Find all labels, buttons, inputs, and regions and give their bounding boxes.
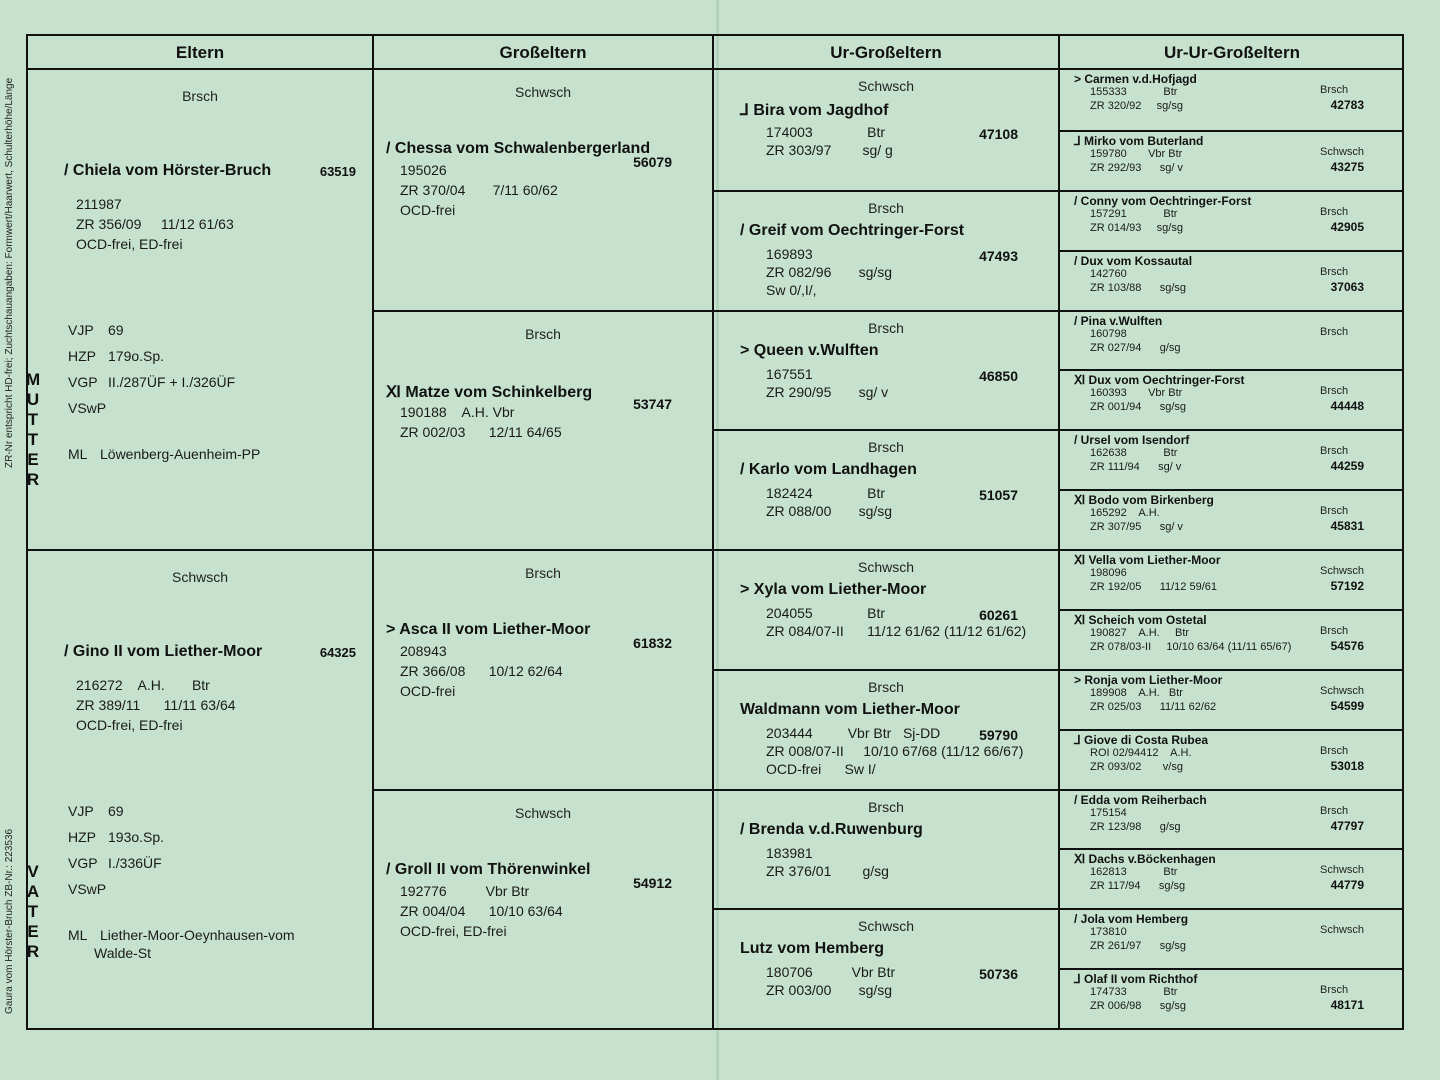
pedigree-cell <box>1060 549 1404 609</box>
header-ur-ur-grosseltern: Ur-Ur-Großeltern <box>1060 36 1404 70</box>
header-eltern: Eltern <box>28 36 372 70</box>
color-label: Brsch <box>868 678 904 695</box>
pedigree-cell <box>1060 190 1404 250</box>
studbook-number: 48171 <box>1330 998 1364 1013</box>
perf-value: 69 <box>108 322 124 338</box>
dog-name-text: Dux vom Oechtringer-Forst <box>1088 373 1245 388</box>
detail-line: ZR 003/00 sg/sg <box>766 982 893 999</box>
detail-line: ZR 307/95 sg/ v <box>1090 521 1183 534</box>
pedigree-cell <box>28 549 372 1028</box>
color-label: Brsch <box>868 439 904 456</box>
dog-name-text: Scheich vom Ostetal <box>1088 612 1207 627</box>
detail-line: 167551 <box>766 365 813 382</box>
dog-name-text: Ursel vom Isendorf <box>1080 433 1190 448</box>
vertical-letter: A <box>26 882 40 901</box>
perf-value: 69 <box>108 803 124 819</box>
detail-line: 192776 Vbr Btr <box>400 882 530 899</box>
vertical-letter: R <box>26 942 40 961</box>
vertical-letter: V <box>27 862 39 881</box>
studbook-number: 54912 <box>633 874 672 891</box>
detail-line: ZR 111/94 sg/ v <box>1090 461 1182 474</box>
detail-line: 165292 A.H. <box>1090 507 1160 520</box>
color-label: Brsch <box>868 798 904 815</box>
vertical-letter: R <box>26 470 40 489</box>
side-note-bottom: Gaura vom Hörster-Bruch ZB-Nr.: 223536 <box>4 828 15 1014</box>
detail-line: ZR 261/97 sg/sg <box>1090 940 1186 953</box>
detail-line: ZR 192/05 11/12 59/61 <box>1090 581 1217 593</box>
pedigree-cell <box>374 70 712 310</box>
dog-name-text: Greif vom Oechtringer-Forst <box>748 221 965 239</box>
pedigree-cell <box>374 310 712 550</box>
perf-value: II./287ÜF + I./326ÜF <box>108 374 236 390</box>
dog-name-text: Waldmann vom Liether-Moor <box>740 700 960 718</box>
detail-line: 162813 Btr <box>1090 866 1178 879</box>
header-grosseltern: Großeltern <box>374 36 712 70</box>
studbook-number: 44259 <box>1330 459 1364 474</box>
dog-name <box>64 643 262 661</box>
color-label: Brsch <box>1320 984 1349 997</box>
dog-name-text: Jola vom Hemberg <box>1080 912 1189 927</box>
detail-line: 211987 <box>76 196 122 212</box>
color-label: Schwsch <box>514 804 572 821</box>
studbook-number: 50736 <box>979 966 1018 983</box>
detail-line: OCD-frei <box>400 683 456 699</box>
detail-line: 157291 Btr <box>1090 207 1178 220</box>
pedigree-cell <box>1060 908 1404 968</box>
detail-line: ZR 117/94 sg/sg <box>1090 880 1186 893</box>
detail-line: ZR 356/09 11/12 61/63 <box>76 216 234 232</box>
detail-line: ZR 320/92 sg/sg <box>1090 100 1183 112</box>
color-label: Schwsch <box>857 918 915 935</box>
detail-line: ZR 008/07-II 10/10 67/68 (11/12 66/67) <box>766 742 1024 759</box>
detail-line: 216272 A.H. Btr <box>76 677 210 693</box>
studbook-number: 53747 <box>633 395 672 412</box>
dog-name-text: Brenda v.d.Ruwenburg <box>748 820 923 838</box>
pedigree-cell <box>1060 968 1404 1028</box>
studbook-number: 54576 <box>1330 638 1364 653</box>
dog-name-text: Gino II vom Liether-Moor <box>72 643 263 660</box>
detail-line: ZR 027/94 g/sg <box>1090 341 1181 354</box>
dog-name-text: Lutz vom Hemberg <box>740 940 885 958</box>
color-label: Brsch <box>868 319 904 336</box>
studbook-number: 47493 <box>979 247 1018 264</box>
studbook-number: 42783 <box>1330 98 1364 112</box>
detail-line: ZR 084/07-II 11/12 61/62 (11/12 61/62) <box>766 623 1027 639</box>
marker-symbol: > <box>740 581 754 598</box>
dog-name-text: Mirko vom Buterland <box>1084 133 1204 148</box>
perf-label: HZP <box>68 829 96 845</box>
dog-name <box>1074 793 1207 807</box>
detail-line: OCD-frei, ED-frei <box>76 236 183 252</box>
marker-symbol: ⅃ <box>1074 732 1085 747</box>
detail-line: OCD-frei Sw I/ <box>766 760 876 777</box>
marker-symbol: Ⅺ <box>1074 553 1089 567</box>
marker-symbol: / <box>1074 792 1081 807</box>
dog-name <box>1074 254 1192 268</box>
dog-name-text: Olaf II vom Richthof <box>1084 972 1198 987</box>
dog-name-text: Carmen v.d.Hofjagd <box>1084 72 1197 86</box>
detail-line: ZR 376/01 g/sg <box>766 862 889 879</box>
perf-label: VGP <box>68 374 98 390</box>
studbook-number: 53018 <box>1330 758 1364 773</box>
detail-line: ZR 002/03 12/11 64/65 <box>400 423 562 440</box>
dog-name <box>1074 972 1197 986</box>
color-label: Brsch <box>182 88 218 104</box>
pedigree-cell <box>1060 369 1404 429</box>
vertical-letter: T <box>27 410 39 429</box>
ml-value: Löwenberg-Auenheim-PP <box>100 446 261 462</box>
dog-name <box>1074 553 1221 567</box>
color-label: Schwsch <box>857 78 915 94</box>
dog-name <box>64 162 271 180</box>
detail-line: ZR 093/02 v/sg <box>1090 760 1183 773</box>
pedigree-cell <box>1060 310 1404 370</box>
dog-name <box>740 222 964 240</box>
vertical-letter: T <box>27 430 39 449</box>
dog-name <box>740 100 889 120</box>
detail-line: ZR 290/95 sg/ v <box>766 383 889 400</box>
pedigree-cell <box>714 190 1058 310</box>
studbook-number: 56079 <box>633 154 672 170</box>
pedigree-cell <box>1060 789 1404 849</box>
pedigree-cell <box>1060 669 1404 729</box>
studbook-number: 63519 <box>319 164 356 179</box>
studbook-number: 42905 <box>1330 219 1364 234</box>
pedigree-cell <box>1060 729 1404 789</box>
color-label: Schwsch <box>1320 864 1365 877</box>
dog-name <box>1074 912 1188 926</box>
color-label: Schwsch <box>857 559 915 575</box>
pedigree-cell <box>1060 130 1404 190</box>
pedigree-cell <box>714 429 1058 549</box>
detail-line: ZR 123/98 g/sg <box>1090 820 1181 833</box>
dog-name <box>1074 134 1203 148</box>
pedigree-cell <box>1060 429 1404 489</box>
pedigree-cell <box>1060 609 1404 669</box>
color-label: Brsch <box>1320 265 1349 278</box>
detail-line: 204055 Btr <box>766 605 886 621</box>
marker-symbol: Ⅺ <box>1074 373 1089 388</box>
dog-name-text: Karlo vom Landhagen <box>748 461 917 479</box>
detail-line: 183981 <box>766 844 813 861</box>
studbook-number: 46850 <box>979 367 1018 384</box>
studbook-number: 47108 <box>979 126 1018 142</box>
perf-label: VJP <box>68 803 94 819</box>
dog-name <box>1074 373 1245 387</box>
detail-line: Sw 0/,I/, <box>766 281 817 298</box>
color-label: Brsch <box>1320 445 1349 458</box>
color-label: Schwsch <box>514 84 572 100</box>
marker-symbol: ⅃ <box>1074 133 1085 148</box>
dog-name-text: Edda vom Reiherbach <box>1080 792 1207 807</box>
detail-line: OCD-frei <box>400 202 456 218</box>
dog-name <box>1074 72 1197 86</box>
dog-name-text: Dachs v.Böckenhagen <box>1088 852 1216 867</box>
color-label: Schwsch <box>1320 145 1365 158</box>
ml-value: Liether-Moor-Oeynhausen-vom <box>100 927 295 943</box>
color-label: Brsch <box>525 565 561 581</box>
detail-line: ZR 103/88 sg/sg <box>1090 281 1186 294</box>
dog-name-text: Asca II vom Liether-Moor <box>399 621 591 638</box>
dog-name <box>1074 613 1207 627</box>
detail-line: ZR 389/11 11/11 63/64 <box>76 697 236 713</box>
marker-symbol: / <box>386 140 395 157</box>
studbook-number: 51057 <box>979 487 1018 504</box>
pedigree-cell <box>374 789 712 1029</box>
dog-name <box>1074 194 1251 208</box>
marker-symbol: / <box>1074 912 1081 927</box>
dog-name <box>386 861 590 879</box>
pedigree-cell <box>28 70 372 549</box>
marker-symbol: / <box>386 860 395 878</box>
color-label: Brsch <box>1320 385 1349 398</box>
pedigree-cell <box>1060 489 1404 549</box>
marker-symbol: > <box>1074 672 1085 687</box>
detail-line: ZR 303/97 sg/ g <box>766 142 893 158</box>
pedigree-cell <box>714 789 1058 909</box>
detail-line: 160393 Vbr Btr <box>1090 387 1183 400</box>
detail-line: 203444 Vbr Btr Sj-DD <box>766 724 941 741</box>
color-label: Schwsch <box>171 569 229 585</box>
color-label: Brsch <box>1320 804 1349 817</box>
ml-value: Walde-St <box>94 945 152 961</box>
dog-name-text: Ronja vom Liether-Moor <box>1084 672 1223 687</box>
marker-symbol: / <box>740 820 749 838</box>
vertical-letter: E <box>27 922 39 941</box>
studbook-number: 54599 <box>1330 698 1364 713</box>
dog-name <box>386 621 590 639</box>
color-label: Brsch <box>525 325 561 342</box>
detail-line: 189908 A.H. Btr <box>1090 686 1183 699</box>
marker-symbol: ⅃ <box>1074 972 1085 987</box>
detail-line: 190188 A.H. Vbr <box>400 403 515 420</box>
dog-name-text: Chessa vom Schwalenbergerland <box>394 140 651 157</box>
color-label: Brsch <box>1320 325 1349 338</box>
studbook-number: 57192 <box>1330 579 1364 593</box>
vertical-letter: T <box>27 902 39 921</box>
detail-line: 195026 <box>400 162 447 178</box>
dog-name <box>1074 852 1216 866</box>
marker-symbol: / <box>1074 313 1081 328</box>
color-label: Schwsch <box>1320 924 1365 937</box>
dog-name <box>740 701 960 719</box>
marker-symbol: / <box>64 162 73 179</box>
marker-symbol: / <box>1074 193 1081 208</box>
detail-line: 180706 Vbr Btr <box>766 964 896 981</box>
marker-symbol: / <box>740 461 749 479</box>
pedigree-cell <box>714 669 1058 789</box>
marker-symbol: Ⅺ <box>1074 493 1089 508</box>
marker-symbol: > <box>740 341 754 359</box>
detail-line: ZR 370/04 7/11 60/62 <box>400 182 558 198</box>
studbook-number: 61832 <box>633 635 672 651</box>
dog-name-text: Pina v.Wulften <box>1080 313 1163 328</box>
marker-symbol: / <box>64 643 73 660</box>
studbook-number: 44448 <box>1330 399 1364 414</box>
pedigree-cell <box>714 70 1058 190</box>
detail-line: 159780 Vbr Btr <box>1090 147 1183 160</box>
studbook-number: 44779 <box>1330 878 1364 893</box>
color-label: Schwsch <box>1320 684 1365 697</box>
detail-line: 160798 <box>1090 327 1127 340</box>
detail-line: 174733 Btr <box>1090 986 1178 999</box>
marker-symbol: / <box>740 221 749 239</box>
marker-symbol: Ⅺ <box>1074 612 1089 627</box>
color-label: Brsch <box>1320 505 1349 518</box>
color-label: Brsch <box>868 199 904 216</box>
perf-value: I./336ÜF <box>108 855 162 871</box>
detail-line: OCD-frei, ED-frei <box>400 922 507 939</box>
perf-value: 193o.Sp. <box>108 829 165 845</box>
ml-label: ML <box>68 446 88 462</box>
dog-name <box>740 821 923 839</box>
detail-line: 174003 Btr <box>766 124 886 140</box>
detail-line: ZR 025/03 11/11 62/62 <box>1090 700 1217 713</box>
dog-name-text: Matze vom Schinkelberg <box>405 383 593 401</box>
perf-label: VSwP <box>68 400 107 416</box>
dog-name-text: Bira vom Jagdhof <box>753 102 889 119</box>
dog-name <box>1074 493 1214 507</box>
detail-line: OCD-frei, ED-frei <box>76 717 183 733</box>
dog-name-text: Chiela vom Hörster-Bruch <box>72 162 272 179</box>
ml-label: ML <box>68 927 88 943</box>
detail-line: 175154 <box>1090 806 1127 819</box>
detail-line: 142760 <box>1090 267 1127 280</box>
marker-symbol: > <box>1074 72 1085 86</box>
detail-line: 155333 Btr <box>1090 86 1178 98</box>
dog-name <box>386 140 650 158</box>
dog-name-text: Giove di Costa Rubea <box>1084 732 1209 747</box>
marker-symbol: / <box>1074 433 1081 448</box>
dog-name-text: Xyla vom Liether-Moor <box>753 581 927 598</box>
detail-line: 162638 Btr <box>1090 447 1178 460</box>
dog-name-text: Bodo vom Birkenberg <box>1088 493 1214 508</box>
detail-line: ZR 088/00 sg/sg <box>766 503 893 520</box>
pedigree-table <box>26 34 1404 1030</box>
perf-label: VGP <box>68 855 98 871</box>
detail-line: 198096 <box>1090 567 1127 579</box>
marker-symbol: > <box>386 621 400 638</box>
perf-label: HZP <box>68 348 96 364</box>
vertical-letter: U <box>26 390 40 409</box>
detail-line: 190827 A.H. Btr <box>1090 626 1190 639</box>
studbook-number: 45831 <box>1330 519 1364 534</box>
studbook-number: 37063 <box>1330 279 1364 294</box>
marker-symbol: Ⅺ <box>1074 852 1089 867</box>
detail-line: ZR 014/93 sg/sg <box>1090 221 1183 234</box>
color-label: Brsch <box>1320 84 1349 96</box>
dog-name <box>1074 673 1222 687</box>
detail-line: ZR 366/08 10/12 62/64 <box>400 663 563 679</box>
vertical-letter: M <box>26 370 41 389</box>
dog-name <box>740 940 884 958</box>
color-label: Brsch <box>1320 205 1349 218</box>
pedigree-cell <box>714 549 1058 669</box>
dog-name <box>386 382 592 402</box>
marker-symbol: ⅃ <box>740 102 754 119</box>
pedigree-cell <box>714 908 1058 1028</box>
dog-name <box>1074 314 1162 328</box>
dog-name-text: Queen v.Wulften <box>753 341 879 359</box>
perf-value: 179o.Sp. <box>108 348 165 364</box>
detail-line: 169893 <box>766 245 813 262</box>
detail-line: 173810 <box>1090 926 1127 939</box>
vertical-letter: E <box>27 450 39 469</box>
dog-name-text: Conny vom Oechtringer-Forst <box>1080 193 1252 208</box>
dog-name <box>740 342 879 360</box>
studbook-number: 64325 <box>319 645 356 660</box>
dog-name <box>740 581 926 599</box>
dog-name <box>740 461 917 479</box>
studbook-number: 59790 <box>979 726 1018 743</box>
color-label: Brsch <box>1320 624 1349 637</box>
pedigree-cell <box>1060 848 1404 908</box>
studbook-number: 47797 <box>1330 818 1364 833</box>
detail-line: ZR 001/94 sg/sg <box>1090 401 1186 414</box>
pedigree-cell <box>1060 70 1404 130</box>
detail-line: ROI 02/94412 A.H. <box>1090 746 1192 759</box>
detail-line: 208943 <box>400 643 447 659</box>
dog-name-text: Groll II vom Thörenwinkel <box>394 860 591 878</box>
dog-name <box>1074 733 1208 747</box>
dog-name <box>1074 433 1189 447</box>
marker-symbol: Ⅺ <box>386 383 406 401</box>
color-label: Schwsch <box>1320 565 1365 577</box>
detail-line: ZR 082/96 sg/sg <box>766 263 893 280</box>
detail-line: ZR 078/03-II 10/10 63/64 (11/11 65/67) <box>1090 640 1292 653</box>
studbook-number: 43275 <box>1330 159 1364 174</box>
detail-line: ZR 004/04 10/10 63/64 <box>400 902 563 919</box>
studbook-number: 60261 <box>979 607 1018 623</box>
pedigree-cell <box>1060 250 1404 310</box>
detail-line: 182424 Btr <box>766 485 886 502</box>
dog-name-text: Vella vom Liether-Moor <box>1088 553 1221 567</box>
color-label: Brsch <box>1320 744 1349 757</box>
side-note-top: ZR-Nr entspricht HD-frei; Zuchtschauangaben: Formwert/Haarwert, Schulterhöhe/Länge <box>4 77 15 468</box>
pedigree-cell <box>714 310 1058 430</box>
marker-symbol: / <box>1074 253 1081 268</box>
detail-line: ZR 292/93 sg/ v <box>1090 161 1183 174</box>
header-ur-grosseltern: Ur-Großeltern <box>714 36 1058 70</box>
dog-name-text: Dux vom Kossautal <box>1080 253 1193 268</box>
pedigree-cell <box>374 549 712 789</box>
detail-line: ZR 006/98 sg/sg <box>1090 1000 1186 1013</box>
perf-label: VJP <box>68 322 94 338</box>
perf-label: VSwP <box>68 881 107 897</box>
